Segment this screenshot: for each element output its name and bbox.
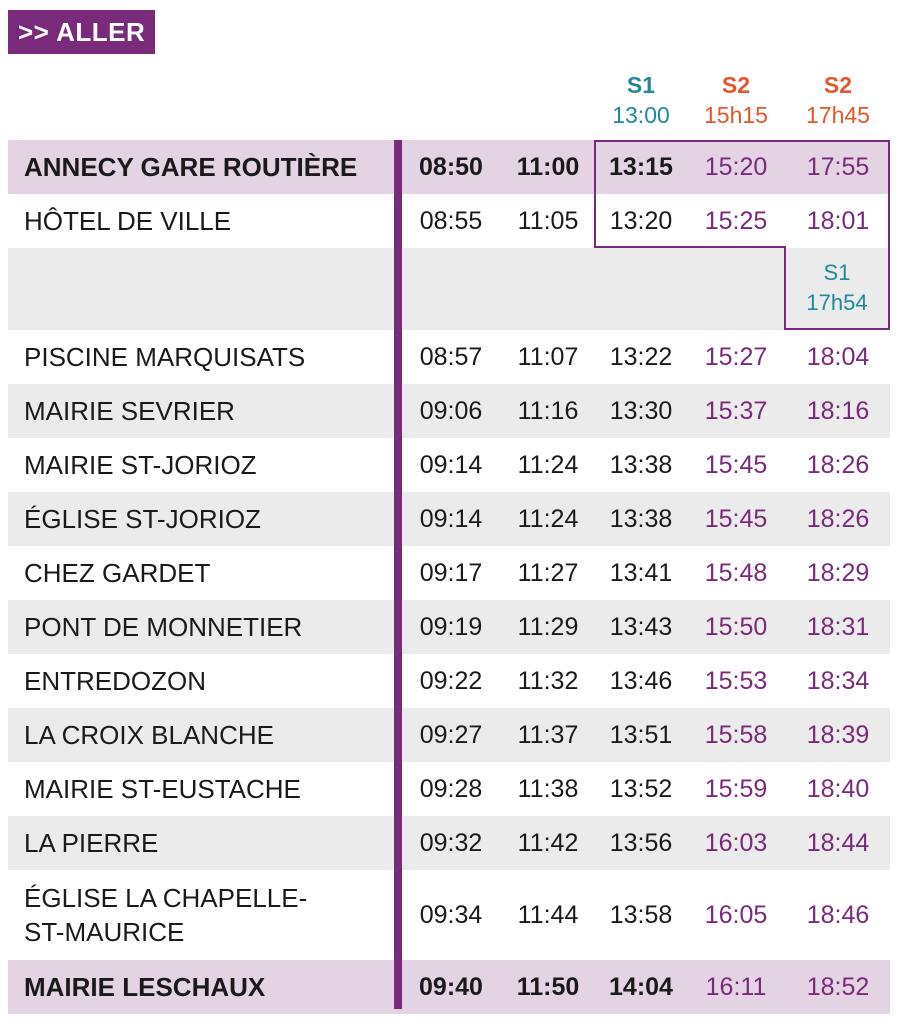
departure-time: 18:29 bbox=[806, 558, 870, 587]
departure-time: 11:32 bbox=[517, 666, 579, 695]
departure-time: 15:58 bbox=[704, 720, 768, 749]
departure-time: 11:42 bbox=[517, 828, 579, 857]
departure-time: 15:59 bbox=[704, 774, 768, 803]
departure-time: 16:11 bbox=[705, 972, 767, 1001]
stop-name: LA CROIX BLANCHE bbox=[24, 720, 274, 750]
departure-time: 11:44 bbox=[517, 900, 579, 929]
table-row bbox=[8, 438, 890, 492]
departure-time: 08:55 bbox=[419, 206, 483, 235]
stop-name: MAIRIE ST-JORIOZ bbox=[24, 450, 257, 480]
table-row bbox=[8, 600, 890, 654]
departure-time: 11:07 bbox=[517, 342, 579, 371]
departure-time: 16:03 bbox=[704, 828, 768, 857]
column-header-code: S1 bbox=[626, 72, 656, 98]
departure-time: 09:14 bbox=[419, 450, 483, 479]
stop-name: PONT DE MONNETIER bbox=[24, 612, 303, 642]
departure-time: 09:32 bbox=[419, 828, 483, 857]
departure-time: 15:45 bbox=[704, 504, 768, 533]
departure-time: 08:57 bbox=[419, 342, 483, 371]
column-header-time: 17h45 bbox=[806, 102, 870, 128]
departure-time: 09:06 bbox=[419, 396, 483, 425]
departure-time bbox=[686, 248, 786, 330]
service-note bbox=[784, 258, 890, 318]
table-row bbox=[8, 870, 890, 960]
stop-name: MAIRIE ST-EUSTACHE bbox=[24, 774, 301, 804]
column-divider bbox=[394, 140, 402, 1009]
table-row bbox=[8, 654, 890, 708]
column-header-time: 13:00 bbox=[612, 102, 670, 128]
departure-time: 14:04 bbox=[609, 972, 673, 1001]
stop-name: MAIRIE SEVRIER bbox=[24, 396, 235, 426]
stop-name: LA PIERRE bbox=[24, 828, 159, 858]
stop-name: HÔTEL DE VILLE bbox=[24, 206, 232, 236]
departure-time: 09:22 bbox=[419, 666, 483, 695]
departure-time: 11:29 bbox=[517, 612, 579, 641]
departure-time: 11:24 bbox=[517, 450, 579, 479]
stop-name: PISCINE MARQUISATS bbox=[24, 342, 306, 372]
departure-time: 15:53 bbox=[704, 666, 768, 695]
departure-time: 17:55 bbox=[806, 152, 870, 181]
departure-time: 11:50 bbox=[516, 972, 580, 1001]
departure-time: 13:15 bbox=[609, 152, 673, 181]
departure-time: 15:27 bbox=[704, 342, 768, 371]
departure-time: 13:38 bbox=[609, 504, 673, 533]
departure-time: 15:37 bbox=[704, 396, 768, 425]
column-header-time: 15h15 bbox=[704, 102, 768, 128]
table-row bbox=[8, 384, 890, 438]
table-row bbox=[8, 248, 890, 330]
column-header-code: S2 bbox=[721, 72, 751, 98]
departure-time: 09:19 bbox=[419, 612, 483, 641]
departure-time: 11:16 bbox=[517, 396, 579, 425]
departure-time: 13:51 bbox=[609, 720, 673, 749]
column-header-code: S2 bbox=[823, 72, 853, 98]
departure-time: 13:46 bbox=[609, 666, 673, 695]
departure-time: 13:30 bbox=[609, 396, 673, 425]
departure-time: 09:17 bbox=[419, 558, 483, 587]
departure-time: 13:52 bbox=[609, 774, 673, 803]
departure-time bbox=[591, 248, 691, 330]
departure-time: 18:01 bbox=[806, 206, 870, 235]
departure-time: 15:50 bbox=[704, 612, 768, 641]
departure-time: 18:44 bbox=[806, 828, 870, 857]
departure-time: 18:26 bbox=[806, 504, 870, 533]
stop-name bbox=[24, 248, 394, 330]
departure-time: 18:16 bbox=[806, 396, 870, 425]
section-badge: >> ALLER bbox=[8, 10, 155, 54]
service-note-time: 17h54 bbox=[806, 290, 868, 315]
departure-time: 11:00 bbox=[516, 152, 580, 181]
departure-time: 11:05 bbox=[517, 206, 579, 235]
departure-time: 15:48 bbox=[704, 558, 768, 587]
departure-time: 13:41 bbox=[609, 558, 673, 587]
table-row bbox=[8, 708, 890, 762]
stop-name: CHEZ GARDET bbox=[24, 558, 211, 588]
departure-time: 09:27 bbox=[419, 720, 483, 749]
table-row bbox=[8, 960, 890, 1014]
departure-time: 09:14 bbox=[419, 504, 483, 533]
departure-time: 15:45 bbox=[704, 450, 768, 479]
column-header-1 bbox=[591, 70, 691, 130]
column-header-2 bbox=[686, 70, 786, 130]
stop-name: ÉGLISE LA CHAPELLE-ST-MAURICE bbox=[24, 883, 308, 947]
departure-time: 15:25 bbox=[704, 206, 768, 235]
table-row bbox=[8, 546, 890, 600]
departure-time bbox=[401, 248, 501, 330]
departure-time: 13:56 bbox=[609, 828, 673, 857]
departure-time: 18:31 bbox=[806, 612, 870, 641]
departure-time: 15:20 bbox=[704, 152, 768, 181]
stop-name: ANNECY GARE ROUTIÈRE bbox=[24, 152, 358, 182]
departure-time: 11:24 bbox=[517, 504, 579, 533]
service-highlight-box bbox=[594, 140, 890, 248]
departure-time: 13:58 bbox=[609, 900, 673, 929]
departure-time: 13:43 bbox=[609, 612, 673, 641]
service-note-code: S1 bbox=[823, 260, 851, 285]
stop-name: ÉGLISE ST-JORIOZ bbox=[24, 504, 261, 534]
stop-name: MAIRIE LESCHAUX bbox=[24, 972, 266, 1002]
departure-time: 09:40 bbox=[419, 972, 483, 1001]
departure-time: 08:50 bbox=[419, 152, 483, 181]
departure-time: 11:27 bbox=[517, 558, 579, 587]
departure-time: 13:22 bbox=[609, 342, 673, 371]
departure-time: 18:34 bbox=[806, 666, 870, 695]
departure-time: 18:04 bbox=[806, 342, 870, 371]
table-row bbox=[8, 762, 890, 816]
departure-time: 11:38 bbox=[517, 774, 579, 803]
column-header-3 bbox=[788, 70, 888, 130]
table-row bbox=[8, 816, 890, 870]
departure-time: 11:37 bbox=[517, 720, 579, 749]
table-row bbox=[8, 492, 890, 546]
departure-time: 18:39 bbox=[806, 720, 870, 749]
departure-time: 16:05 bbox=[704, 900, 768, 929]
table-row bbox=[8, 330, 890, 384]
departure-time: 18:40 bbox=[806, 774, 870, 803]
departure-time: 13:38 bbox=[609, 450, 673, 479]
departure-time: 18:26 bbox=[806, 450, 870, 479]
departure-time: 18:46 bbox=[806, 900, 870, 929]
departure-time: 09:34 bbox=[419, 900, 483, 929]
departure-time: 18:52 bbox=[806, 972, 870, 1001]
departure-time bbox=[498, 248, 598, 330]
departure-time: 09:28 bbox=[419, 774, 483, 803]
stop-name: ENTREDOZON bbox=[24, 666, 206, 696]
service-highlight-box-edge bbox=[594, 246, 786, 248]
departure-time: 13:20 bbox=[609, 206, 673, 235]
timetable bbox=[8, 140, 890, 1014]
